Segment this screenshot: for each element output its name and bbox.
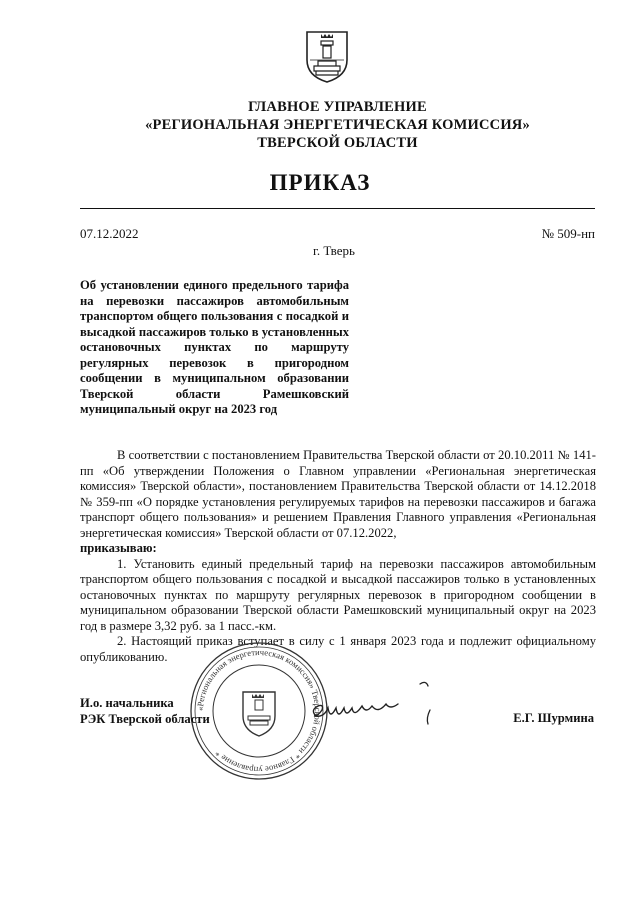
document-city: г. Тверь <box>313 243 355 258</box>
document-subject: Об установлении единого предельного тарифа на перевозки пассажиров автомобильным транспортом общего пользования с посадкой и высадкой пассажиров только в установленных остановочных пунктах по маршруту регулярных перевозок в пригородном сообщении в муниципальном образовании Тверской области Рамешковский муниципальный округ на 2023 год <box>80 278 350 416</box>
seal-text: «Региональная энергетическая комиссия» Тверской области * Главное управление * <box>194 646 324 776</box>
tver-coat-of-arms-icon <box>304 30 350 84</box>
signer-position <box>80 695 210 727</box>
document-date: 07.12.2022 <box>80 226 139 241</box>
organization-name <box>80 98 595 152</box>
preamble-paragraph: В соответствии с постановлением Правительства Тверской области от 20.10.2011 № 141-пп «Об утверждении Положения о Главном управлении «Региональная энергетическая комиссия» Тверской области», постановлением Правительства Тверской области от 14.12.2018 № 359-пп «О порядке установления регулируемых тарифов на перевозки пассажиров и багажа транспорт общего пользования» и решением Правления Главного управления «Региональная энергетическая комиссия» Тверской области от 07.12.2022, <box>80 448 596 540</box>
signer-position-line: РЭК Тверской области <box>80 712 210 726</box>
org-line: «РЕГИОНАЛЬНАЯ ЭНЕРГЕТИЧЕСКАЯ КОМИССИЯ» <box>145 117 530 133</box>
order-item-1: 1. Установить единый предельный тариф на перевозки пассажиров автомобильным транспортом общего пользования с посадкой и высадкой пассажиров только в установленных остановочных пунктах по маршруту регулярных перевозок в пригородном сообщении в муниципальном образовании Тверской области Рамешковский муниципальный округ на 2023 год в размере 3,32 руб. за 1 пасс.-км. <box>80 556 596 633</box>
document-number: № 509-нп <box>541 226 595 241</box>
signer-position-line: И.о. начальника <box>80 696 174 710</box>
document-body <box>80 448 596 665</box>
header-rule <box>80 208 595 209</box>
order-word: приказываю: <box>80 541 157 555</box>
order-item-2: 2. Настоящий приказ вступает в силу с 1 января 2023 года и подлежит официальному опубликованию. <box>80 634 596 664</box>
org-line: ГЛАВНОЕ УПРАВЛЕНИЕ <box>248 99 427 115</box>
handwritten-signature-icon <box>300 676 450 736</box>
document-title: ПРИКАЗ <box>269 170 371 195</box>
signer-name: Е.Г. Шурмина <box>513 711 594 725</box>
org-line: ТВЕРСКОЙ ОБЛАСТИ <box>257 135 418 151</box>
